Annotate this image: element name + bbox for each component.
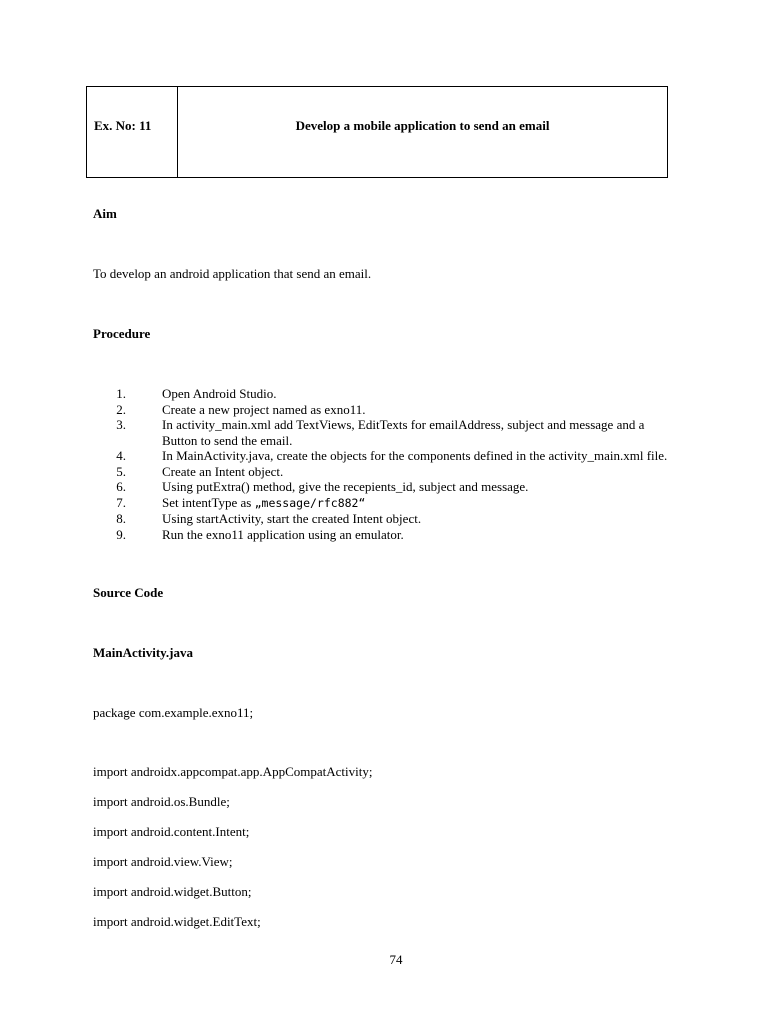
step-text: Create a new project named as exno11. [162, 401, 366, 417]
step-number: 6. [116, 479, 126, 494]
list-item [93, 417, 673, 448]
import-line: import android.widget.Button; [93, 884, 252, 899]
page-number: 74 [389, 952, 403, 967]
procedure-list [93, 386, 673, 542]
intent-type-value: „message/rfc882“ [254, 495, 366, 510]
step-text: In activity_main.xml add TextViews, EditTexts for emailAddress, subject and message and a Button to send the email. [162, 417, 645, 448]
step-number: 3. [116, 417, 126, 432]
import-line: import android.widget.EditText; [93, 914, 261, 929]
step-number: 9. [116, 526, 126, 542]
exercise-header-table [86, 86, 668, 178]
aim-heading: Aim [93, 206, 117, 221]
step-number: 5. [116, 463, 126, 479]
aim-text: To develop an android application that send an email. [93, 266, 372, 281]
step-text [162, 495, 673, 512]
exercise-number: Ex. No: 11 [87, 87, 178, 177]
list-item [93, 495, 673, 512]
import-line: import androidx.appcompat.app.AppCompatActivity; [93, 764, 373, 779]
list-item [93, 386, 673, 402]
list-item [93, 448, 673, 464]
list-item [93, 464, 673, 480]
step-number: 4. [116, 448, 126, 463]
step-text: Using startActivity, start the created Intent object. [162, 511, 422, 526]
list-item [93, 479, 673, 495]
package-line: package com.example.exno11; [93, 705, 254, 720]
exercise-title: Develop a mobile application to send an email [295, 118, 550, 133]
list-item [93, 402, 673, 418]
procedure-heading: Procedure [93, 326, 151, 341]
step-number: 1. [116, 386, 126, 401]
import-line: import android.os.Bundle; [93, 794, 230, 809]
step-number: 8. [116, 511, 126, 526]
step-text: Using putExtra() method, give the recepients_id, subject and message. [162, 479, 529, 494]
step-text-prefix: Set intentType as [162, 494, 255, 510]
step-text: Create an Intent object. [162, 463, 284, 479]
import-line: import android.content.Intent; [93, 824, 250, 839]
file-heading: MainActivity.java [93, 645, 194, 660]
step-text: Run the exno11 application using an emulator. [162, 526, 404, 542]
list-item [93, 511, 673, 527]
import-line: import android.view.View; [93, 854, 233, 869]
step-text: In MainActivity.java, create the objects for the components defined in the activity_main.xml file. [162, 448, 668, 463]
step-text: Open Android Studio. [162, 386, 277, 401]
list-item [93, 527, 673, 543]
step-number: 2. [116, 401, 126, 417]
step-number: 7. [116, 494, 126, 510]
source-code-heading: Source Code [93, 585, 164, 600]
